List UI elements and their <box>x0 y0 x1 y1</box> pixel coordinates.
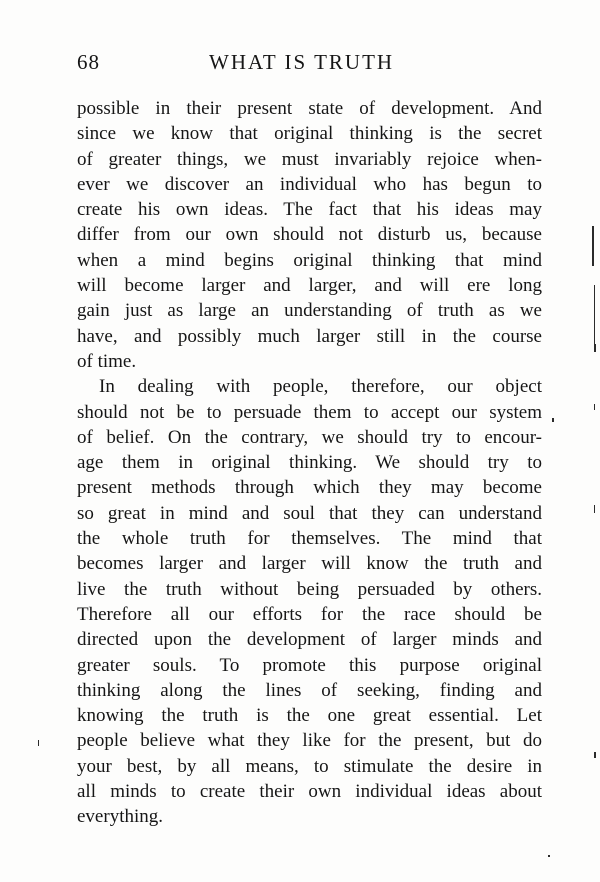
text-line: create his own ideas. The fact that his ideas may <box>77 199 542 221</box>
scan-artifact <box>594 344 596 352</box>
text-line: ever we discover an individual who has begun to <box>77 173 542 195</box>
page-number: 68 <box>77 50 100 74</box>
scan-artifact <box>552 418 554 422</box>
text-line: should not be to persuade them to accept our system <box>77 401 542 423</box>
text-line: knowing the truth is the one great essential. Let <box>77 705 542 727</box>
running-head: WHAT IS TRUTH <box>209 50 395 74</box>
scan-artifact <box>548 855 550 857</box>
scan-artifact <box>594 752 596 758</box>
scan-artifact <box>594 285 595 345</box>
text-line: all minds to create their own individual ideas about <box>77 781 542 803</box>
text-line: of belief. On the contrary, we should try to encour- <box>77 426 542 448</box>
text-line: since we know that original thinking is the secret <box>77 123 542 145</box>
text-line: directed upon the development of larger minds and <box>77 629 542 651</box>
text-line: In dealing with people, therefore, our object <box>99 376 542 398</box>
text-line: have, and possibly much larger still in the course <box>77 325 542 347</box>
text-line: greater souls. To promote this purpose original <box>77 654 542 676</box>
text-line: live the truth without being persuaded by others. <box>77 578 542 600</box>
scan-artifact <box>38 740 39 746</box>
text-line: people believe what they like for the present, but do <box>77 730 542 752</box>
text-line: so great in mind and soul that they can understand <box>77 502 542 524</box>
text-line: everything. <box>77 806 164 828</box>
text-line: age them in original thinking. We should try to <box>77 452 542 474</box>
text-line: thinking along the lines of seeking, finding and <box>77 679 542 701</box>
text-line: when a mind begins original thinking that mind <box>77 249 542 271</box>
text-line: your best, by all means, to stimulate the desire in <box>77 755 542 777</box>
text-line: gain just as large an understanding of truth as we <box>77 300 542 322</box>
scan-artifact <box>594 505 595 513</box>
text-line: present methods through which they may become <box>77 477 542 499</box>
body-text <box>77 96 542 830</box>
text-line: of time. <box>77 350 137 372</box>
text-line: the whole truth for themselves. The mind that <box>77 528 542 550</box>
page-header <box>77 50 547 80</box>
text-line: will become larger and larger, and will ere long <box>77 275 542 297</box>
text-line: of greater things, we must invariably rejoice when- <box>77 148 542 170</box>
text-line: Therefore all our efforts for the race should be <box>77 603 542 625</box>
scan-artifact <box>592 226 594 266</box>
text-line: differ from our own should not disturb us, because <box>77 224 542 246</box>
text-line: becomes larger and larger will know the truth and <box>77 553 542 575</box>
text-line: possible in their present state of development. And <box>77 98 542 119</box>
scan-artifact <box>594 404 595 410</box>
